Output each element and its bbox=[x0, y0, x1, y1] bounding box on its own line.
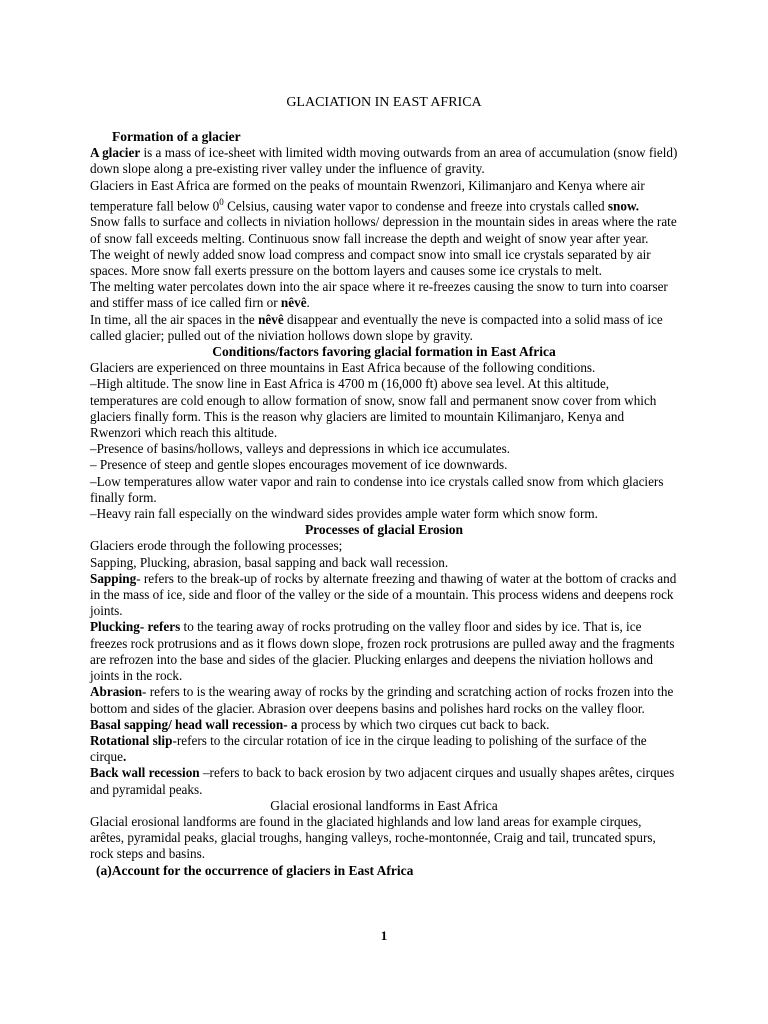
text-column bbox=[90, 94, 678, 879]
bold-term: Back wall recession bbox=[90, 765, 200, 781]
bold-term: Abrasion bbox=[90, 684, 143, 700]
paragraph: Glaciers are experienced on three mountains in East Africa because of the following conditions. bbox=[90, 360, 596, 376]
page-number: 1 bbox=[380, 928, 388, 943]
list-item: –Presence of basins/hollows, valleys and depressions in which ice accumulates. bbox=[90, 441, 511, 457]
paragraph: The melting water percolates down into the air space where it re-freezes causing the snow to turn into coarser and stiffer mass of ice called firn or nêvê. bbox=[90, 279, 668, 311]
section-heading-conditions: Conditions/factors favoring glacial formation in East Africa bbox=[212, 344, 556, 360]
paragraph: Glaciers erode through the following processes; bbox=[90, 538, 343, 554]
paragraph: Glacial erosional landforms are found in the glaciated highlands and low land areas for example cirques, arêtes, pyramidal peaks, glacial troughs, hanging valleys, roche-montonnée, Craig and tail, truncated spurs, rock steps and basins. bbox=[90, 813, 656, 862]
paragraph: Sapping, Plucking, abrasion, basal sapping and back wall recession. bbox=[90, 554, 449, 570]
definition-basal-sapping: Basal sapping/ head wall recession- a process by which two cirques cut back to back. bbox=[90, 716, 550, 732]
bold-term: Sapping bbox=[90, 570, 137, 586]
bold-term: nêvê bbox=[280, 295, 307, 311]
paragraph: The weight of newly added snow load compress and compact snow into small ice crystals separated by air spaces. More snow fall exerts pressure on the bottom layers and causes some ice crystals to melt. bbox=[90, 246, 651, 279]
definition-sapping: Sapping- refers to the break-up of rocks by alternate freezing and thawing of water at the bottom of cracks and in the mass of ice, side and floor of the valley or the side of a mountain. This process widens and deepens rock joints. bbox=[90, 570, 677, 619]
superscript: 0 bbox=[219, 196, 224, 207]
list-item: –Low temperatures allow water vapor and rain to condense into ice crystals called snow from which glaciers finally form. bbox=[90, 473, 664, 505]
section-heading-formation: Formation of a glacier bbox=[112, 129, 241, 144]
bold-term: snow. bbox=[607, 198, 640, 214]
list-item: –Heavy rain fall especially on the windward sides provides ample water form which snow form. bbox=[90, 506, 598, 522]
list-item: – Presence of steep and gentle slopes encourages movement of ice downwards. bbox=[90, 457, 508, 473]
section-heading-processes: Processes of glacial Erosion bbox=[304, 522, 464, 538]
bold-term: Rotational slip bbox=[90, 732, 173, 748]
definition-plucking: Plucking- refers to the tearing away of rocks protruding on the valley floor and sides by ice. That is, ice freezes rock protrusions and as it flows down slope, frozen rock protrusions are pulled away and the fragments are refrozen into the base and sides of the glacier. Plucking enlarges and deepens the niviation hollows and joints in the rock. bbox=[90, 619, 675, 684]
bold-term: A glacier bbox=[90, 145, 141, 161]
section-heading-landforms: Glacial erosional landforms in East Africa bbox=[270, 797, 498, 813]
document-title: GLACIATION IN EAST AFRICA bbox=[286, 95, 482, 110]
bold-term: nêvê bbox=[258, 311, 284, 327]
question-heading: (a)Account for the occurrence of glaciers in East Africa bbox=[96, 862, 414, 878]
definition-abrasion: Abrasion- refers to is the wearing away of rocks by the grinding and scratching action of rocks frozen into the bottom and sides of the glacier. Abrasion over deepens basins and polishes hard rocks on the valley floor. bbox=[90, 684, 674, 716]
list-item: –High altitude. The snow line in East Africa is 4700 m (16,000 ft) above sea level. At this altitude, temperatures are cold enough to allow formation of snow, snow fall and permanent snow cover from which glaciers finally form. This is the reason why glaciers are limited to mountain Kilimanjaro, Kenya and Rwenzori which reach this altitude. bbox=[90, 376, 657, 441]
paragraph: Glaciers in East Africa are formed on the peaks of mountain Rwenzori, Kilimanjaro and Kenya where air temperature fall below $0^0$ Celsius, causing water vapor to condense and freeze into crystals called snow. bbox=[90, 177, 645, 214]
definition-back-wall: Back wall recession –refers to back to back erosion by two adjacent cirques and usually shapes arêtes, cirques and pyramidal peaks. bbox=[90, 765, 675, 797]
paragraph: Snow falls to surface and collects in niviation hollows/ depression in the mountain sides in areas where the rate of snow fall exceeds melting. Continuous snow fall increase the depth and weight of snow year after year. bbox=[90, 214, 677, 246]
bold-term: Basal sapping/ head wall recession- a bbox=[90, 716, 298, 732]
definition-rotational-slip: Rotational slip-refers to the circular rotation of ice in the cirque leading to polishing of the surface of the cirque. bbox=[90, 732, 647, 765]
paragraph: A glacier is a mass of ice-sheet with limited width moving outwards from an area of accumulation (snow field) down slope along a pre-existing river valley under the influence of gravity. bbox=[90, 145, 678, 177]
bold-term: Plucking- refers bbox=[90, 619, 181, 635]
paragraph: In time, all the air spaces in the nêvê disappear and eventually the neve is compacted into a solid mass of ice called glacier; pulled out of the niviation hollows down slope by gravity. bbox=[90, 311, 663, 343]
